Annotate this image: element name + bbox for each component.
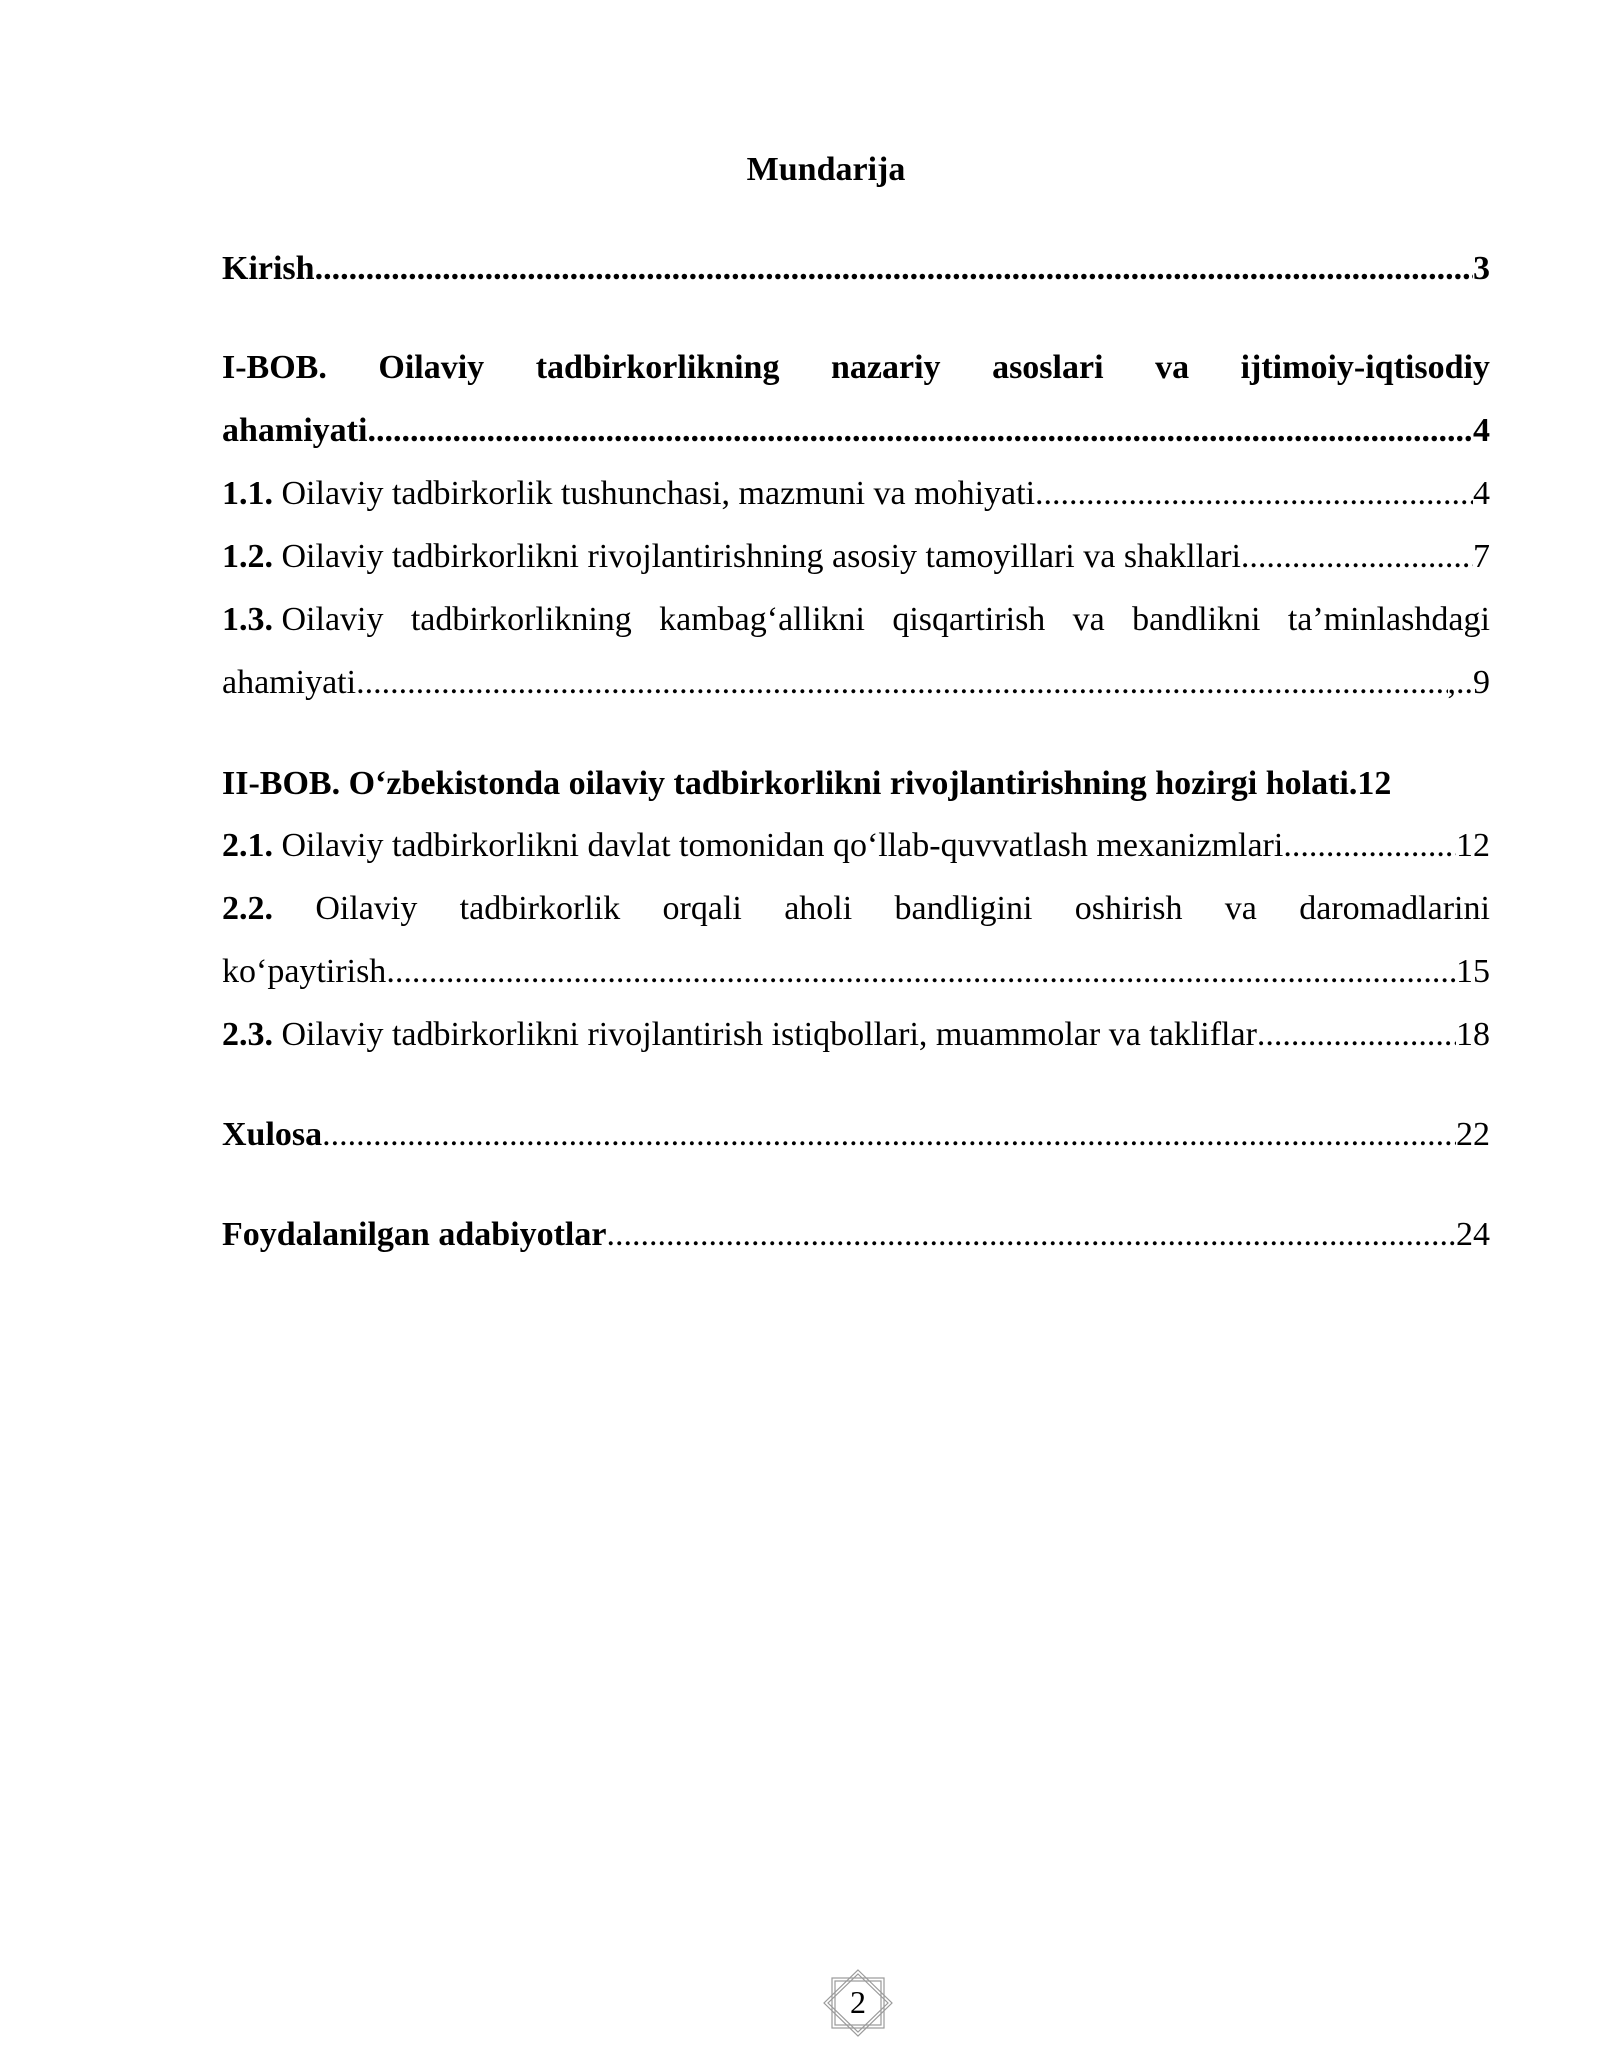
toc-entry-2-3[interactable] xyxy=(222,1015,1490,1055)
toc-entry-label: II-BOB. O‘zbekistonda oilaviy tadbirkorlikni rivojlantirishning hozirgi holati. xyxy=(222,765,1358,802)
section-number: 1.3. xyxy=(222,601,273,638)
dot-leader xyxy=(386,952,1456,992)
toc-entry-bob1-line2[interactable] xyxy=(222,411,1490,451)
toc-entry-1-3-line1[interactable] xyxy=(222,600,1490,640)
word: kambag‘allikni xyxy=(659,601,865,638)
word: tadbirkorlikning xyxy=(410,601,632,638)
toc-entry-2-1[interactable] xyxy=(222,826,1490,866)
toc-page-number: 18 xyxy=(1456,1016,1490,1053)
toc-entry-label xyxy=(222,474,1035,514)
toc-entry-xulosa[interactable] xyxy=(222,1115,1490,1155)
section-title: Oilaviy tadbirkorlikni davlat tomonidan qo‘llab-quvvatlash mexanizmlari xyxy=(273,827,1284,864)
page-number: 2 xyxy=(850,1984,866,2020)
toc-page-number: 3 xyxy=(1473,250,1490,287)
toc-entry-label: Kirish xyxy=(222,250,315,287)
toc-entry-bob1-line1[interactable] xyxy=(222,348,1490,388)
toc-page-number: 12 xyxy=(1357,765,1392,802)
word: Oilaviy xyxy=(378,349,485,386)
toc-entry-label xyxy=(222,1015,1257,1055)
dot-leader xyxy=(322,1115,1456,1155)
word: ta’minlashdagi xyxy=(1287,601,1490,638)
section-number: 2.2. xyxy=(222,890,273,927)
word: orqali xyxy=(662,890,742,927)
section-number: 2.1. xyxy=(222,827,273,864)
word: I-BOB. xyxy=(222,349,327,386)
word: tadbirkorlik xyxy=(459,890,621,927)
toc-page-number: 22 xyxy=(1456,1116,1490,1153)
word: bandlikni xyxy=(1132,601,1261,638)
toc-page-number: 24 xyxy=(1456,1216,1490,1253)
section-title: Oilaviy tadbirkorlik tushunchasi, mazmuni va mohiyati xyxy=(273,475,1036,512)
toc-page-number: ,..9 xyxy=(1447,664,1490,701)
word: bandligini xyxy=(894,890,1033,927)
toc-page-number: 4 xyxy=(1473,412,1490,449)
toc-entry-label: ko‘paytirish xyxy=(222,953,387,990)
section-number: 1.1. xyxy=(222,475,273,512)
word: ijtimoiy-iqtisodiy xyxy=(1240,349,1490,386)
toc-entry-2-2-line1[interactable] xyxy=(222,889,1490,929)
dot-leader xyxy=(1283,826,1456,866)
dot-leader xyxy=(606,1215,1456,1255)
toc-page-number: 7 xyxy=(1473,538,1490,575)
toc-entry-1-2[interactable] xyxy=(222,537,1490,577)
dot-leader xyxy=(1035,474,1473,514)
section-number: 1.2. xyxy=(222,538,273,575)
word: asoslari xyxy=(992,349,1104,386)
dot-leader xyxy=(1241,537,1473,577)
toc-entry-kirish[interactable] xyxy=(222,249,1490,289)
section-title: Oilaviy tadbirkorlikni rivojlantirish istiqbollari, muammolar va takliflar xyxy=(273,1016,1257,1053)
word: aholi xyxy=(784,890,853,927)
word: nazariy xyxy=(831,349,941,386)
word: tadbirkorlikning xyxy=(535,349,780,386)
word: qisqartirish xyxy=(892,601,1046,638)
toc-entry-2-2-line2[interactable] xyxy=(222,952,1490,992)
word: Oilaviy xyxy=(281,601,384,638)
word: oshirish xyxy=(1074,890,1183,927)
toc-entry-label xyxy=(222,537,1241,577)
dot-leader xyxy=(356,663,1447,703)
toc-page-number: 12 xyxy=(1456,827,1490,864)
toc-entry-bob2[interactable] xyxy=(222,764,1490,804)
toc-page-number: 4 xyxy=(1473,475,1490,512)
dot-leader xyxy=(1257,1015,1456,1055)
word: daromadlarini xyxy=(1299,890,1490,927)
toc-entry-label: Foydalanilgan adabiyotlar xyxy=(222,1216,607,1253)
toc-title: Mundarija xyxy=(746,151,906,188)
toc-entry-1-3-line2[interactable] xyxy=(222,663,1490,703)
toc-entry-adabiyotlar[interactable] xyxy=(222,1215,1490,1255)
word: va xyxy=(1072,601,1105,638)
toc-entry-1-1[interactable] xyxy=(222,474,1490,514)
toc-page-number: 15 xyxy=(1456,953,1490,990)
dot-leader xyxy=(367,411,1473,451)
section-title: Oilaviy tadbirkorlikni rivojlantirishning asosiy tamoyillari va shakllari xyxy=(273,538,1241,575)
page-number-footer xyxy=(818,1968,898,2038)
word: va xyxy=(1224,890,1257,927)
toc-entry-label: ahamiyati xyxy=(222,664,357,701)
toc-entry-label: ahamiyati xyxy=(222,412,368,449)
section-number: 2.3. xyxy=(222,1016,273,1053)
dot-leader xyxy=(315,249,1473,289)
word: va xyxy=(1155,349,1190,386)
word: Oilaviy xyxy=(315,890,418,927)
toc-entry-label: Xulosa xyxy=(222,1116,323,1153)
toc-entry-label xyxy=(222,826,1283,866)
